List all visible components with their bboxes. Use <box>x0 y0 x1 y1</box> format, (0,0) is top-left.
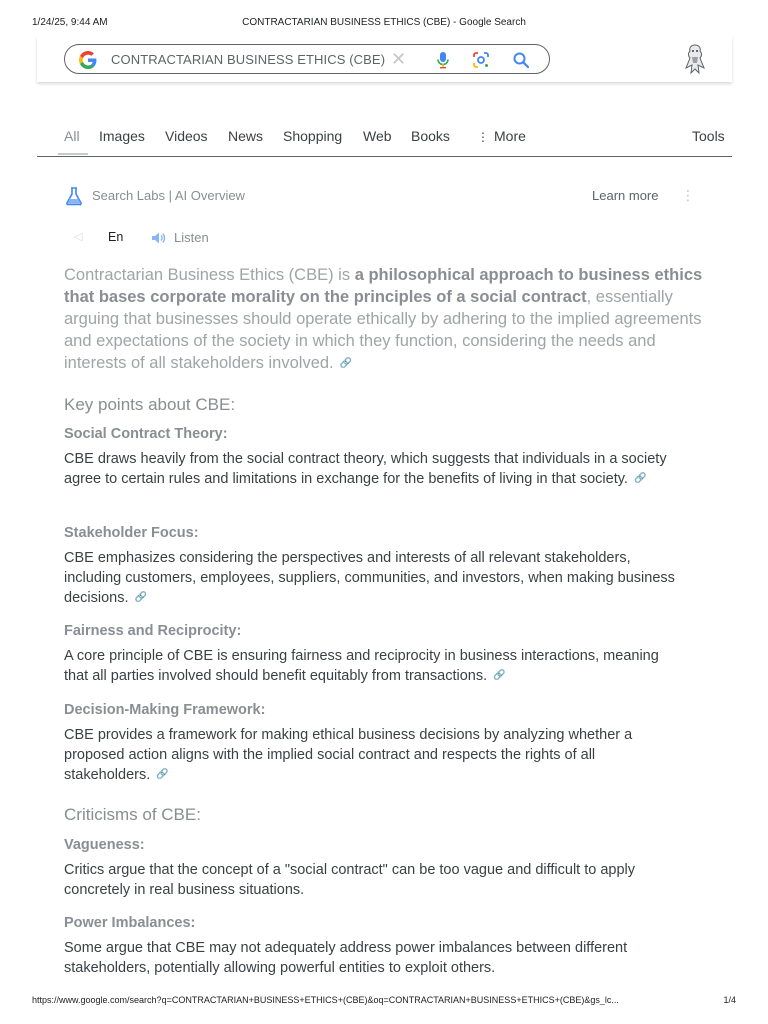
tab-shopping[interactable]: Shopping <box>283 128 343 144</box>
print-date: 1/24/25, 9:44 AM <box>32 17 108 28</box>
tab-more[interactable] <box>477 128 526 144</box>
listen-button[interactable]: Listen <box>174 230 209 245</box>
point-text <box>64 646 684 686</box>
point-title: Decision-Making Framework: <box>64 702 266 718</box>
source-link-icon[interactable]: 🔗 <box>156 769 169 781</box>
point-text <box>64 548 684 608</box>
criticism-title: Power Imbalances: <box>64 915 196 931</box>
more-dots-icon: ⋮ <box>477 130 489 144</box>
tab-more-label: More <box>494 128 526 144</box>
google-g-icon <box>79 51 97 69</box>
search-icon[interactable] <box>512 51 530 69</box>
source-link-icon[interactable]: 🔗 <box>493 670 506 682</box>
point-text <box>64 725 684 785</box>
search-header <box>37 36 732 82</box>
source-link-icon[interactable]: 🔗 <box>339 357 353 369</box>
search-tabs <box>37 118 732 157</box>
search-box[interactable] <box>64 44 550 74</box>
print-title: CONTRACTARIAN BUSINESS ETHICS (CBE) - Google Search <box>242 17 526 28</box>
lens-icon[interactable] <box>472 51 490 69</box>
back-icon[interactable]: ◁ <box>74 231 83 243</box>
tab-images[interactable]: Images <box>99 128 145 144</box>
tab-web[interactable]: Web <box>363 128 392 144</box>
point-title: Stakeholder Focus: <box>64 525 199 541</box>
print-header <box>32 17 736 31</box>
key-points-heading: Key points about CBE: <box>64 395 236 414</box>
criticism-text: Critics argue that the concept of a "social contract" can be too vague and difficult to apply concretely in real business situations. <box>64 862 636 898</box>
language-toggle[interactable]: En <box>108 230 124 244</box>
intro-lead: Contractarian Business Ethics (CBE) is <box>64 266 355 284</box>
criticism-title: Vagueness: <box>64 837 145 853</box>
intro-bold: a philosophical approach to business ethics that bases corporate morality on the principles of a social contract <box>64 266 703 306</box>
tab-news[interactable]: News <box>228 128 264 144</box>
criticisms-heading: Criticisms of CBE: <box>64 805 201 824</box>
point-text-body: CBE emphasizes considering the perspectives and interests of all relevant stakeholders, including customers, employees, suppliers, communities, and investors, when making business decisions. <box>64 550 675 606</box>
point-title: Fairness and Reciprocity: <box>64 623 242 639</box>
ai-overview-header <box>64 185 704 207</box>
source-link-icon[interactable]: 🔗 <box>633 473 647 485</box>
tools-button[interactable]: Tools <box>692 128 725 144</box>
more-options-icon[interactable]: ⋮ <box>681 187 695 203</box>
clear-icon[interactable]: ✕ <box>391 49 407 69</box>
tab-all[interactable]: All <box>64 128 80 144</box>
point-text <box>64 449 684 489</box>
print-url: https://www.google.com/search?q=CONTRACTARIAN+BUSINESS+ETHICS+(CBE)&oq=CONTRACTARIAN+BUSINESS+ETHICS+(CBE)&gs_lc... <box>32 995 619 1005</box>
point-text-body: CBE draws heavily from the social contract theory, which suggests that individuals in a society agree to certain rules and limitations in exchange for the benefits of living in that society. <box>64 451 667 487</box>
language-row <box>64 228 364 248</box>
ai-overview-label: Search Labs | AI Overview <box>92 188 245 203</box>
criticism-text: Some argue that CBE may not adequately address power imbalances between different stakeholders, potentially allowing powerful entities to exploit others. <box>64 940 628 976</box>
point-text-body: CBE provides a framework for making ethical business decisions by analyzing whether a proposed action aligns with the implied social contract and respects the rights of all stakeholders. <box>64 727 633 783</box>
search-input[interactable]: CONTRACTARIAN BUSINESS ETHICS (CBE) <box>111 52 386 67</box>
flask-icon <box>64 186 84 206</box>
tab-books[interactable]: Books <box>411 128 450 144</box>
print-page-number: 1/4 <box>723 995 736 1005</box>
point-text-body: A core principle of CBE is ensuring fairness and reciprocity in business interactions, meaning that all parties involved should benefit equitably from transactions. <box>64 648 659 684</box>
avatar[interactable] <box>680 43 710 75</box>
speaker-icon[interactable] <box>150 230 166 246</box>
mic-icon[interactable] <box>435 51 451 69</box>
print-footer <box>32 995 736 1009</box>
tab-videos[interactable]: Videos <box>165 128 208 144</box>
intro-rest: , essentially arguing that businesses should operate ethically by adhering to the implied agreements and expectations of the society in which they function, considering the needs and interests of all stakeholders involved. <box>64 288 702 372</box>
ai-overview-intro <box>64 264 704 375</box>
point-title: Social Contract Theory: <box>64 426 228 442</box>
learn-more-link[interactable]: Learn more <box>592 188 659 203</box>
tab-all-underline <box>58 153 88 155</box>
source-link-icon[interactable]: 🔗 <box>134 592 147 604</box>
